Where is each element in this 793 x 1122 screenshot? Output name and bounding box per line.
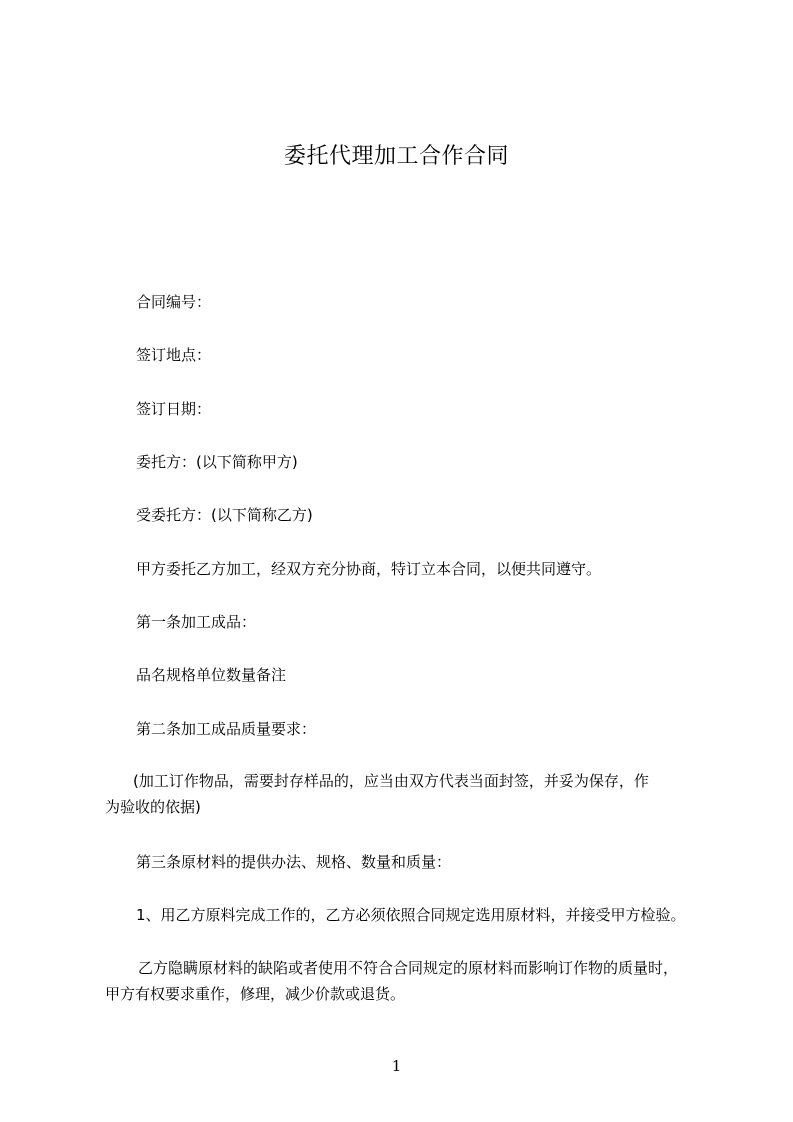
article-2-note-line-1: (加工订作物品，需要封存样品的，应当由双方代表当面封签，并妥为保存，作 bbox=[133, 772, 649, 790]
sign-date-field: 签订日期： bbox=[136, 400, 212, 418]
product-table-header: 品名规格单位数量备注 bbox=[136, 666, 287, 684]
intro-paragraph: 甲方委托乙方加工，经双方充分协商，特订立本合同，以便共同遵守。 bbox=[136, 560, 602, 578]
agent-party-field: 受委托方：(以下简称乙方) bbox=[136, 506, 313, 524]
article-2-heading: 第二条加工成品质量要求： bbox=[136, 720, 317, 738]
article-2-note bbox=[105, 768, 720, 820]
contract-number-field: 合同编号： bbox=[136, 293, 212, 311]
page-number: 1 bbox=[391, 1057, 402, 1075]
article-3-item-1-continued-line-2: 甲方有权要求重作，修理，减少价款或退货。 bbox=[105, 985, 406, 1003]
document-title: 委托代理加工合作合同 bbox=[283, 144, 509, 169]
article-3-item-1-continued bbox=[105, 955, 720, 1007]
article-3-item-1-continued-line-1: 乙方隐瞒原材料的缺陷或者使用不符合合同规定的原材料而影响订作物的质量时， bbox=[138, 959, 679, 977]
principal-party-field: 委托方：(以下简称甲方) bbox=[136, 453, 298, 471]
article-2-note-line-2: 为验收的依据) bbox=[105, 798, 201, 816]
sign-place-field: 签订地点： bbox=[136, 346, 212, 364]
article-3-item-1: 1、用乙方原料完成工作的，乙方必须依照合同规定选用原材料，并接受甲方检验。 bbox=[136, 906, 686, 924]
article-1-heading: 第一条加工成品： bbox=[136, 613, 257, 631]
article-3-heading: 第三条原材料的提供办法、规格、数量和质量： bbox=[136, 853, 452, 871]
